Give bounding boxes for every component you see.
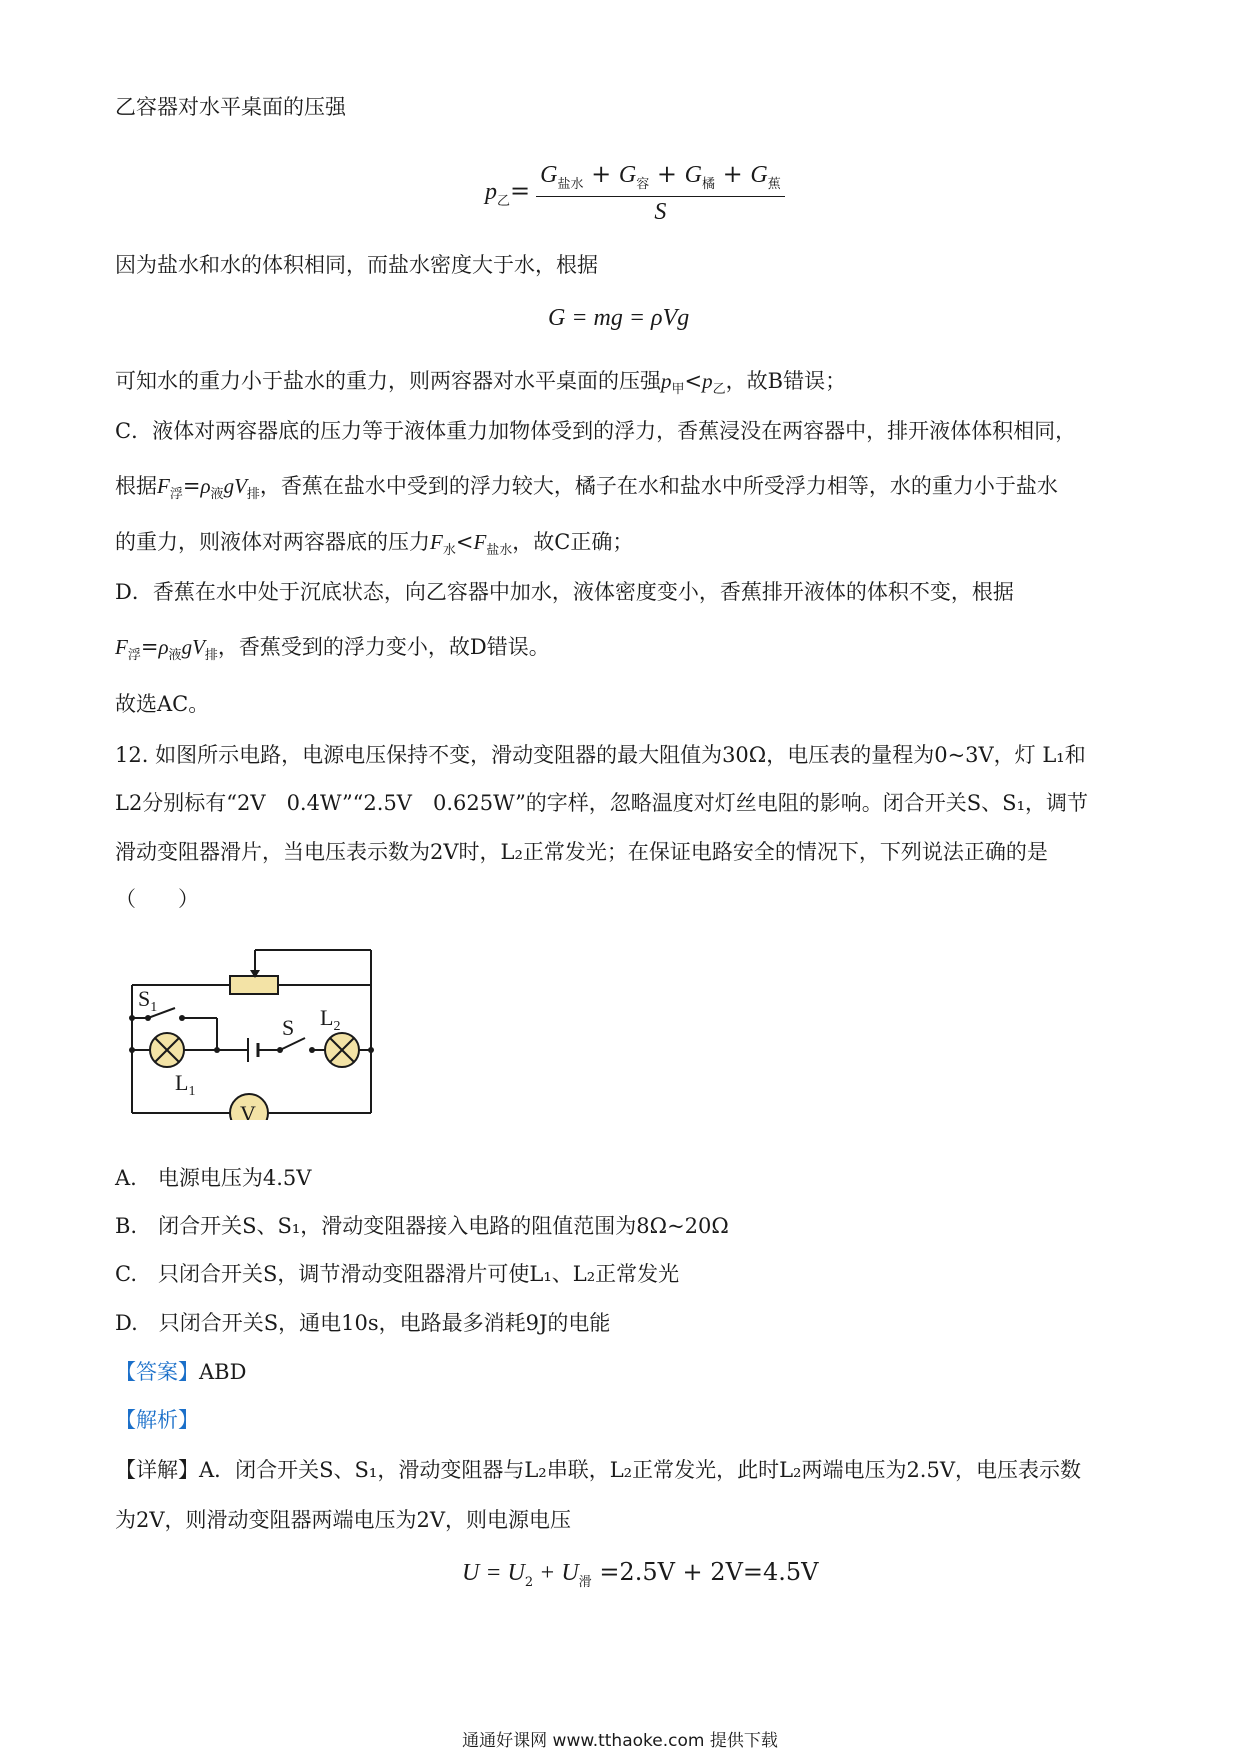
question-line: 12. 如图所示电路，电源电压保持不变，滑动变阻器的最大阻值为30Ω，电压表的量程为0~3V，灯 L₁和	[115, 743, 1086, 767]
text-line: 根据$F_浮=\rho_液gV_排$，香蕉在盐水中受到的浮力较大，橘子在水和盐水中所受浮力相等，水的重力小于盐水	[115, 474, 1058, 503]
gravity-formula: G = mg = ρVg	[548, 305, 690, 331]
lamp-l2-icon	[325, 1033, 359, 1067]
pressure-formula: $p_乙=$ $\frac{G_{盐水} + G_容 + G_橘 + G_蕉}{S}$	[485, 160, 785, 226]
answer-line: 【答案】ABD	[115, 1360, 247, 1384]
analysis-tag: 【解析】	[115, 1408, 199, 1432]
question-line: 滑动变阻器滑片，当电压表示数为2V时，L₂正常发光；在保证电路安全的情况下，下列说法正确的是	[115, 840, 1048, 864]
footer: 通通好课网 www.tthaoke.com 提供下载	[462, 1731, 778, 1751]
question-line: （ ）	[115, 887, 199, 911]
option-d: D. 只闭合开关S，通电10s，电路最多消耗9J的电能	[115, 1311, 611, 1335]
text-line: 可知水的重力小于盐水的重力，则两容器对水平桌面的压强$p_甲<p_乙$，故B错误；	[115, 369, 847, 398]
text-line: 故选AC。	[115, 692, 210, 716]
svg-text:S1: $S_1$	[138, 986, 158, 1015]
voltage-formula: $U = U_2 + U_滑 =2.5V + 2V=4.5V$	[462, 1558, 819, 1590]
lamp-l1-icon	[150, 1033, 184, 1067]
text-line: C．液体对两容器底的压力等于液体重力加物体受到的浮力，香蕉浸没在两容器中，排开液体体积相同，	[115, 419, 1077, 443]
text-line: 因为盐水和水的体积相同，而盐水密度大于水，根据	[115, 253, 598, 277]
detail-line: 为2V，则滑动变阻器两端电压为2V，则电源电压	[115, 1508, 572, 1532]
svg-text:L1: $L_1$	[175, 1070, 196, 1099]
detail-line: 【详解】A．闭合开关S、S₁，滑动变阻器与L₂串联，L₂正常发光，此时L₂两端电压为2.5V，电压表示数	[115, 1458, 1082, 1482]
text-line: D．香蕉在水中处于沉底状态，向乙容器中加水，液体密度变小，香蕉排开液体的体积不变，根据	[115, 580, 1014, 604]
question-line: L2分别标有“2V 0.4W”“2.5V 0.625W”的字样，忽略温度对灯丝电阻的影响。闭合开关S、S₁，调节	[115, 791, 1088, 815]
option-c: C. 只闭合开关S，调节滑动变阻器滑片可使L₁、L₂正常发光	[115, 1262, 680, 1286]
option-a: A. 电源电压为4.5V	[115, 1166, 312, 1190]
option-b: B. 闭合开关S、S₁，滑动变阻器接入电路的阻值范围为8Ω~20Ω	[115, 1214, 729, 1238]
svg-text:S: S	[282, 1015, 295, 1040]
rheostat	[230, 976, 278, 994]
text-line: $F_浮=\rho_液gV_排$，香蕉受到的浮力变小，故D错误。	[115, 635, 550, 664]
svg-text:L2: $L_2$	[320, 1005, 341, 1034]
text-line: 的重力，则液体对两容器底的压力$F_水<F_{盐水}$，故C正确；	[115, 530, 634, 559]
svg-text:V: V	[240, 1101, 256, 1120]
text-line: 乙容器对水平桌面的压强	[115, 95, 346, 119]
circuit-diagram	[120, 940, 380, 1120]
